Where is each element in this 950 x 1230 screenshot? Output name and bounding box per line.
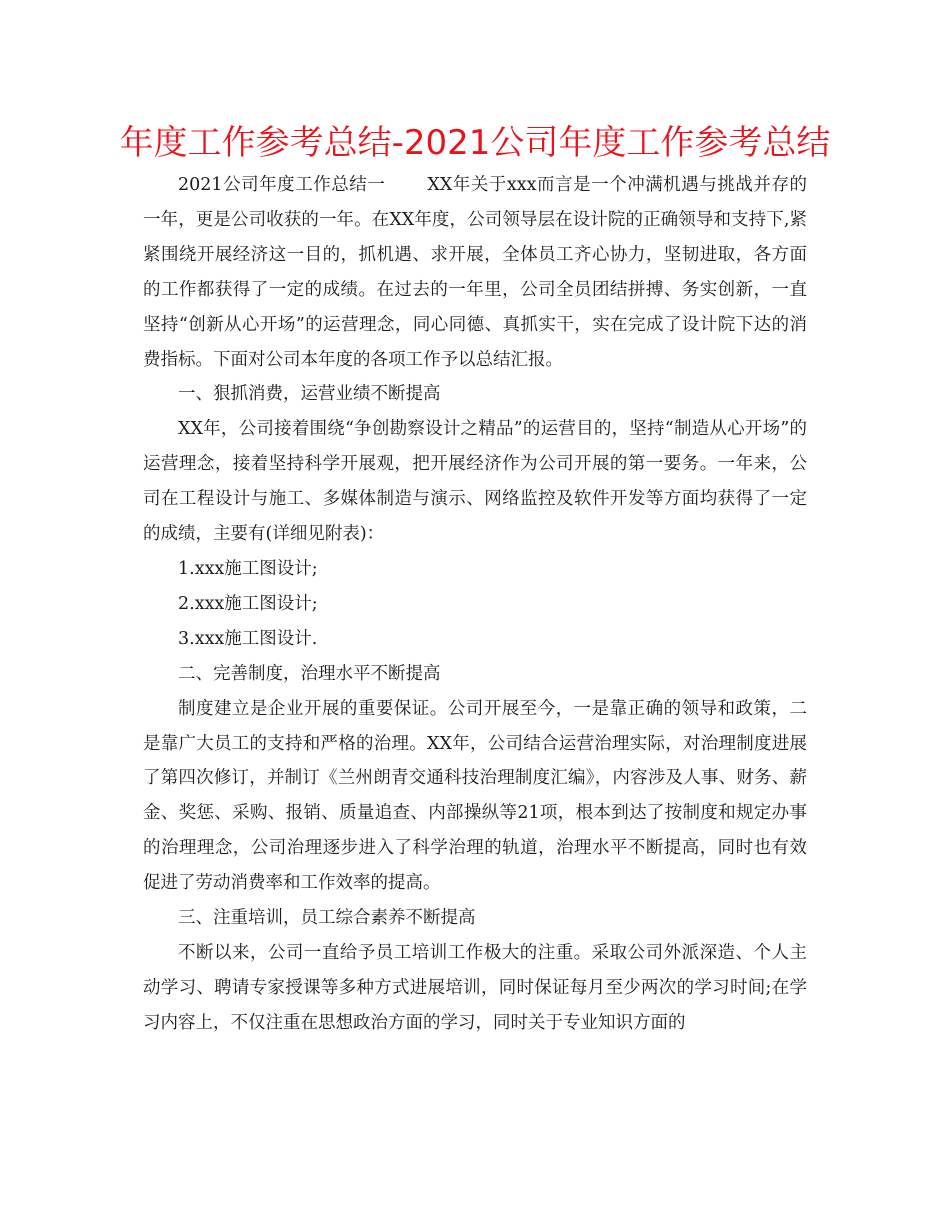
list-item-2: 2.xxx施工图设计; — [178, 593, 318, 614]
intro-paragraph — [143, 168, 807, 377]
document-body — [143, 168, 807, 1041]
intro-rest: XX年关于xxx而言是一个冲满机遇与挑战并存的一年，更是公司收获的一年。在XX年度，公司领导层在设计院的正确领导和支持下,紧紧围绕开展经济这一目的，抓机遇、求开展，全体员工齐心协力，坚韧进取，各方面的工作都获得了一定的成绩。在过去的一年里，公司全员团结拼搏、务实创新，一直坚持“创新从心开场”的运营理念，同心同德、真抓实干，实在完成了设计院下达的消费指标。下面对公司本年度的各项工作予以总结汇报。 — [143, 175, 807, 370]
document-title: 年度工作参考总结-2021公司年度工作参考总结 — [119, 123, 831, 163]
intro-lead: 2021公司年度工作总结一 — [178, 175, 386, 195]
body-paragraph: XX年，公司接着围绕“争创勘察设计之精品”的运营目的，坚持“制造从心开场”的运营理念，接着坚持科学开展观，把开展经济作为公司开展的第一要务。一年来，公司在工程设计与施工、多媒体制造与演示、网络监控及软件开发等方面均获得了一定的成绩，主要有(详细见附表)： — [143, 419, 807, 545]
body-paragraph: 制度建立是企业开展的重要保证。公司开展至今，一是靠正确的领导和政策，二是靠广大员工的支持和严格的治理。XX年，公司结合运营治理实际，对治理制度进展了第四次修订，并制订《兰州朗青交通科技治理制度汇编》，内容涉及人事、财务、薪金、奖惩、采购、报销、质量追查、内部操纵等21项，根本到达了按制度和规定办事的治理理念，公司治理逐步进入了科学治理的轨道，治理水平不断提高，同时也有效促进了劳动消费率和工作效率的提高。 — [143, 698, 807, 894]
section-heading-3: 三、注重培训，员工综合素养不断提高 — [178, 908, 476, 929]
section-heading-2: 二、完善制度，治理水平不断提高 — [178, 663, 441, 684]
section-heading-1: 一、狠抓消费，运营业绩不断提高 — [178, 384, 441, 405]
list-item-1: 1.xxx施工图设计; — [178, 558, 318, 579]
list-item-3: 3.xxx施工图设计. — [178, 628, 318, 649]
body-paragraph: 不断以来，公司一直给予员工培训工作极大的注重。采取公司外派深造、个人主动学习、聘请专家授课等多种方式进展培训，同时保证每月至少两次的学习时间;在学习内容上，不仅注重在思想政治方面的学习，同时关于专业知识方面的 — [143, 942, 807, 1033]
